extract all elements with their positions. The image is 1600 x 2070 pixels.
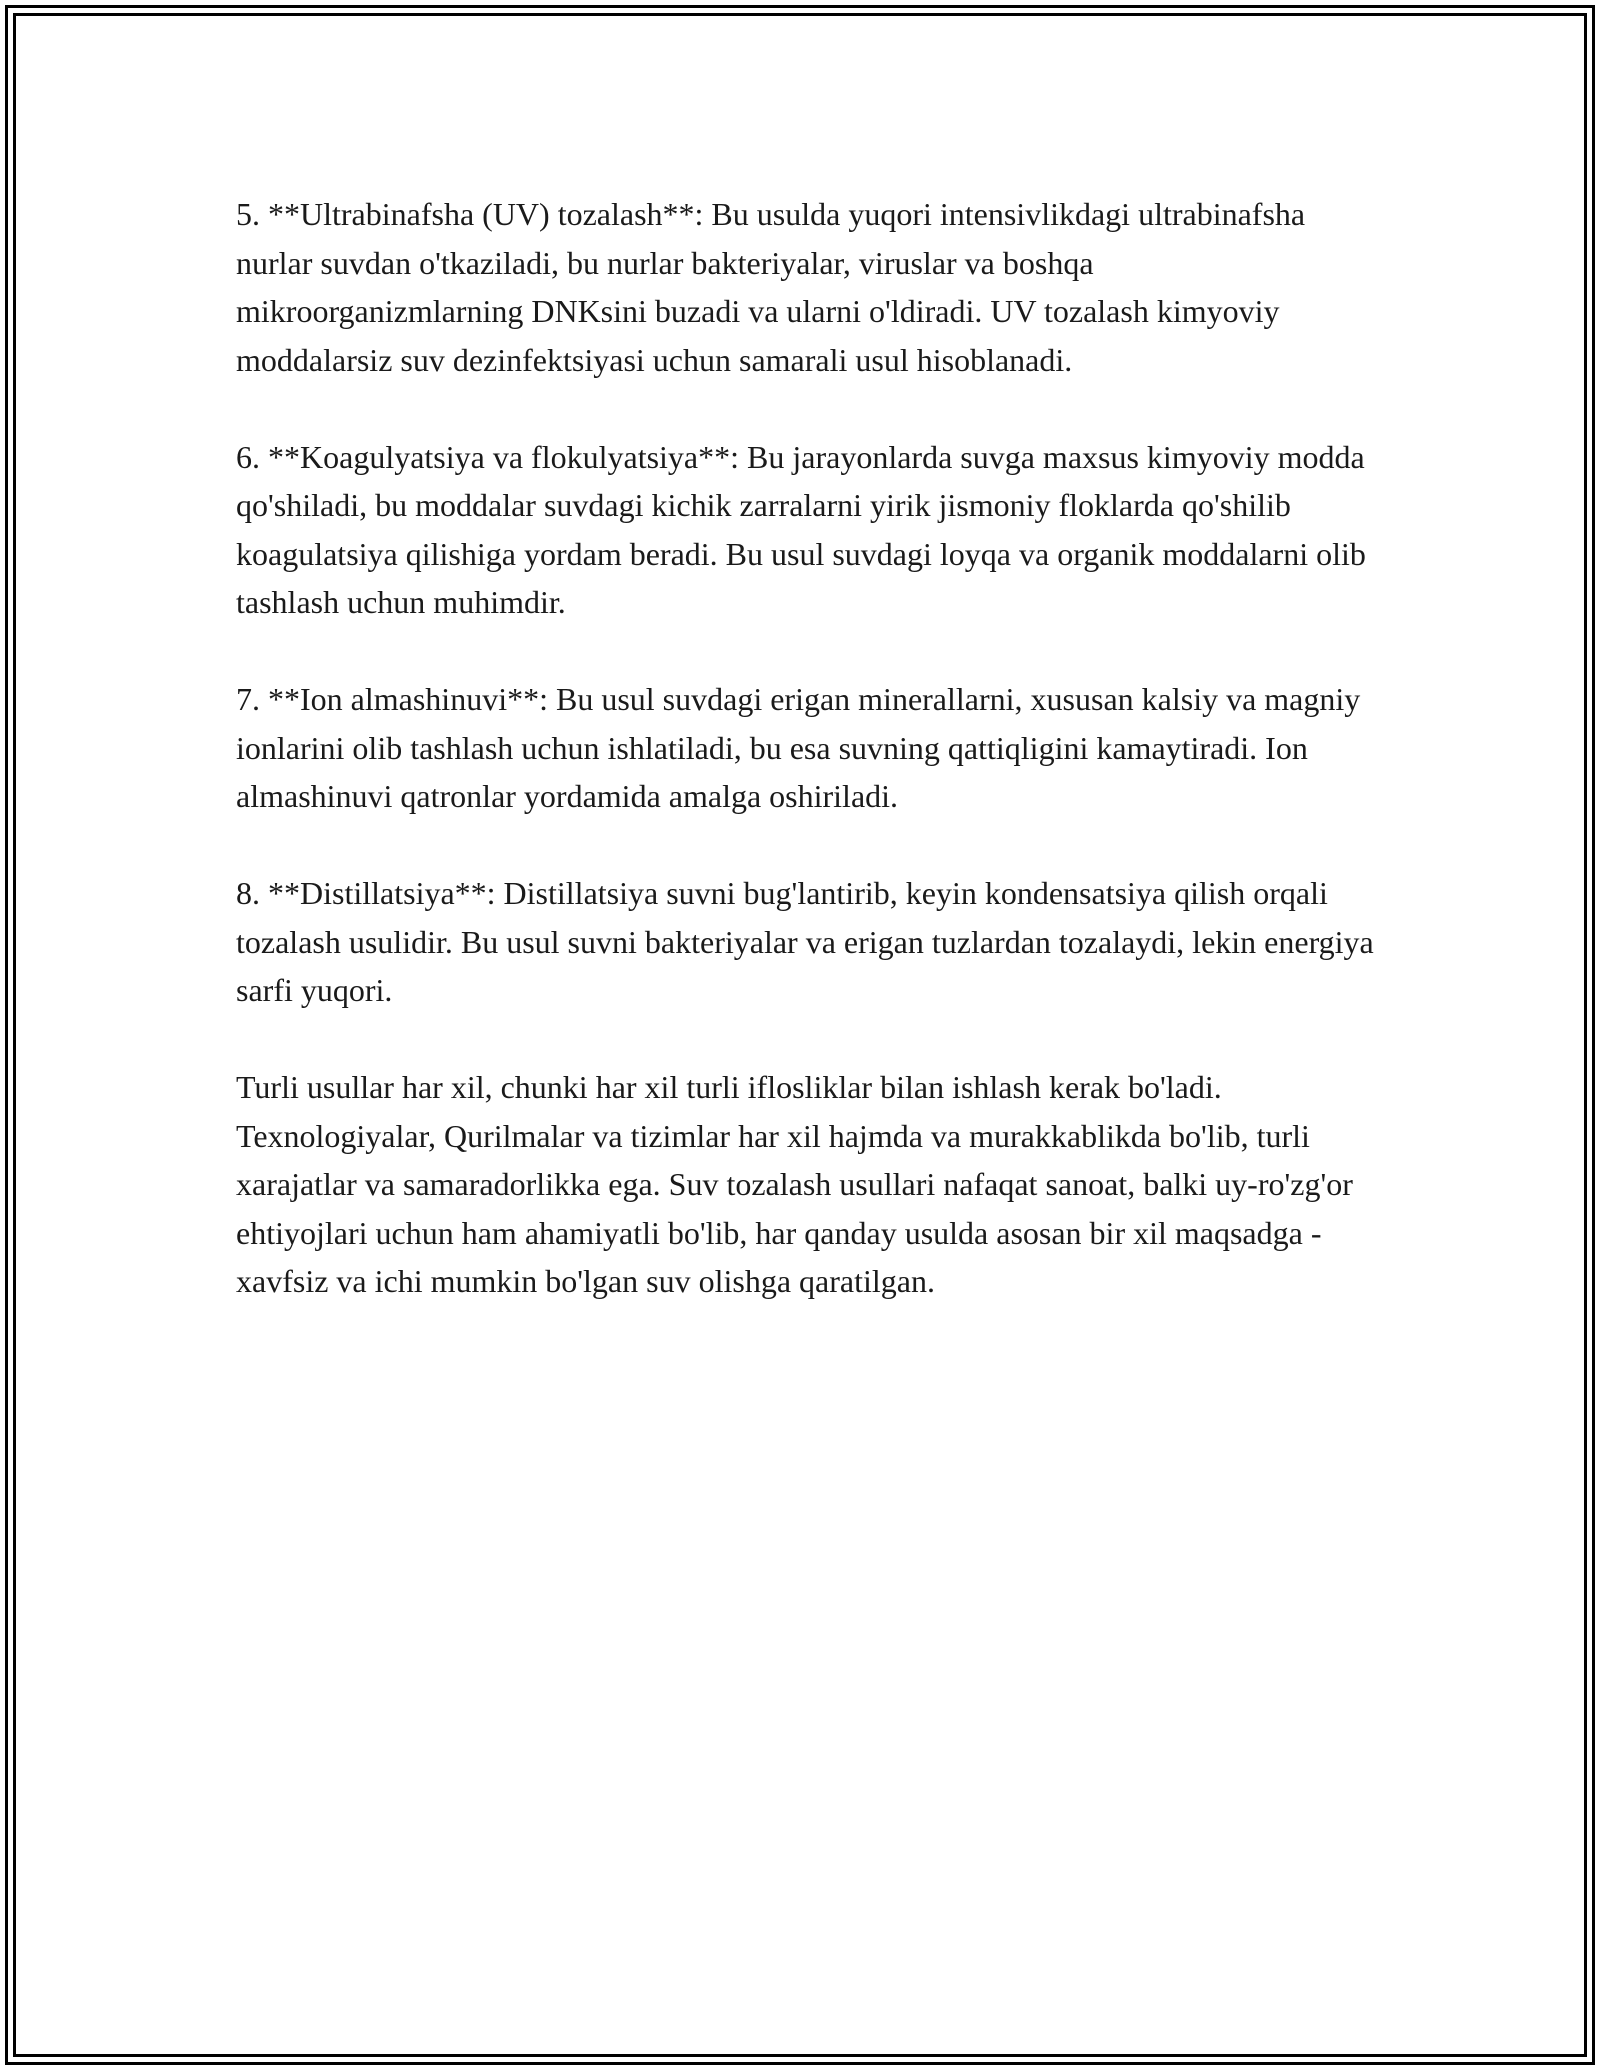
paragraph-distillation: 8. **Distillatsiya**: Distillatsiya suvni bug'lantirib, keyin kondensatsiya qilish orqali tozalash usulidir. Bu usul suvni bakteriyalar va erigan tuzlardan tozalaydi, lekin energiya sarfi yuqori. <box>236 875 1374 1008</box>
paragraph-conclusion: Turli usullar har xil, chunki har xil turli iflosliklar bilan ishlash kerak bo'ladi. Texnologiyalar, Qurilmalar va tizimlar har xil hajmda va murakkablikda bo'lib, turli xarajatlar va samaradorlikka ega. Suv tozalash usullari nafaqat sanoat, balki uy-ro'zg'or ehtiyojlari uchun ham ahamiyatli bo'lib, har qanday usulda asosan bir xil maqsadga - xavfsiz va ichi mumkin bo'lgan suv olishga qaratilgan. <box>236 1069 1353 1299</box>
paragraph-coagulation: 6. **Koagulyatsiya va flokulyatsiya**: Bu jarayonlarda suvga maxsus kimyoviy modda qo'shiladi, bu moddalar suvdagi kichik zarralarni yirik jismoniy floklarda qo'shilib koagulatsiya qilishiga yordam beradi. Bu usul suvdagi loyqa va organik moddalarni olib tashlash uchun muhimdir. <box>236 438 1366 620</box>
paragraph-ion-exchange: 7. **Ion almashinuvi**: Bu usul suvdagi erigan minerallarni, xususan kalsiy va magniy ionlarini olib tashlash uchun ishlatiladi, bu esa suvning qattiqligini kamaytiradi. Ion almashinuvi qatronlar yordamida amalga oshiriladi. <box>236 681 1361 814</box>
paragraph-uv-treatment: 5. **Ultrabinafsha (UV) tozalash**: Bu usulda yuqori intensivlikdagi ultrabinafsha nurlar suvdan o'tkaziladi, bu nurlar bakteriyalar, viruslar va boshqa mikroorganizmlarning DNKsini buzadi va ularni o'ldiradi. UV tozalash kimyoviy moddalarsiz suv dezinfektsiyasi uchun samarali usul hisoblanadi. <box>236 196 1306 378</box>
document-body <box>236 190 1376 1354</box>
